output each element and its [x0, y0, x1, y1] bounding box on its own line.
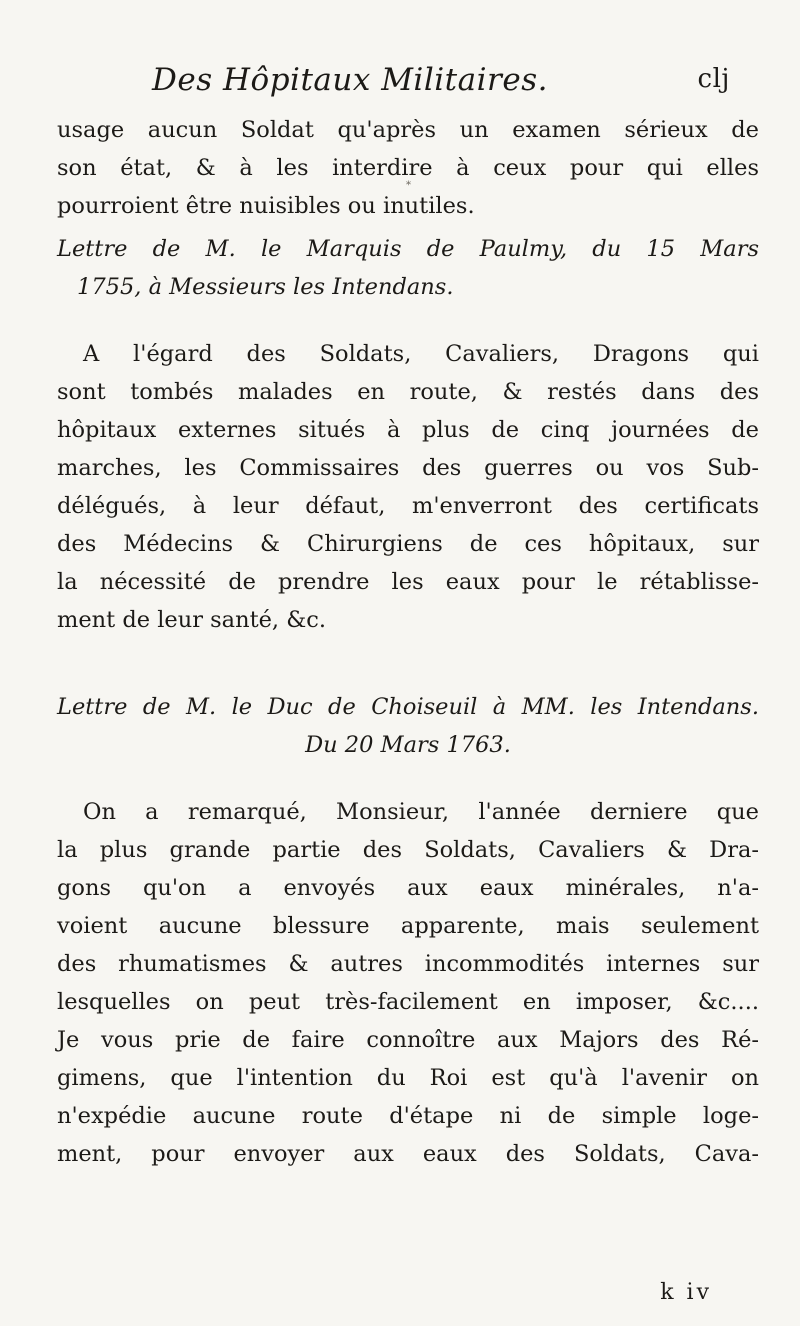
intro-paragraph — [57, 111, 759, 225]
text-line: marches, les Commissaires des guerres ou vos Sub- — [57, 455, 759, 481]
letter2-heading — [57, 688, 759, 764]
text-line: voient aucune blessure apparente, mais seulement — [57, 913, 759, 939]
text-line: délégués, à leur défaut, m'enverront des certificats — [57, 493, 759, 519]
heading-line: Du 20 Mars 1763. — [305, 732, 511, 758]
text-line: la plus grande partie des Soldats, Cavaliers & Dra- — [57, 837, 759, 863]
letter1-body — [57, 335, 759, 639]
text-line: des rhumatismes & autres incommodités internes sur — [57, 951, 759, 977]
text-line: lesquelles on peut très-facilement en imposer, &c.... — [57, 989, 759, 1015]
text-line: pourroient être nuisibles ou inutiles. — [57, 193, 475, 219]
text-line: A l'égard des Soldats, Cavaliers, Dragons qui — [83, 341, 759, 367]
heading-line: Lettre de M. le Marquis de Paulmy, du 15 Mars — [57, 236, 759, 262]
text-line: la nécessité de prendre les eaux pour le rétablisse- — [57, 569, 759, 595]
text-line: son état, & à les interdire à ceux pour qui elles — [57, 155, 759, 181]
text-line: gons qu'on a envoyés aux eaux minérales, n'a- — [57, 875, 759, 901]
text-line: ment de leur santé, &c. — [57, 607, 327, 633]
text-line: hôpitaux externes situés à plus de cinq journées de — [57, 417, 759, 443]
text-line: des Médecins & Chirurgiens de ces hôpitaux, sur — [57, 531, 759, 557]
text-line: ment, pour envoyer aux eaux des Soldats, Cava- — [57, 1141, 759, 1167]
ornament-mark: * — [406, 180, 411, 191]
page-number: clj — [697, 64, 730, 94]
text-line: n'expédie aucune route d'étape ni de simple loge- — [57, 1103, 759, 1129]
letter2-body — [57, 793, 759, 1173]
heading-line: Lettre de M. le Duc de Choiseuil à MM. les Intendans. — [57, 694, 759, 720]
heading-line: 1755, à Messieurs les Intendans. — [77, 274, 454, 300]
text-line: gimens, que l'intention du Roi est qu'à l'avenir on — [57, 1065, 759, 1091]
letter1-heading — [57, 230, 759, 306]
signature-mark: k iv — [660, 1280, 712, 1305]
text-line: sont tombés malades en route, & restés dans des — [57, 379, 759, 405]
text-line: On a remarqué, Monsieur, l'année derniere que — [83, 799, 759, 825]
running-head-title: Des Hôpitaux Militaires. — [152, 62, 548, 98]
text-line: usage aucun Soldat qu'après un examen sérieux de — [57, 117, 759, 143]
text-line: Je vous prie de faire connoître aux Majors des Ré- — [57, 1027, 759, 1053]
